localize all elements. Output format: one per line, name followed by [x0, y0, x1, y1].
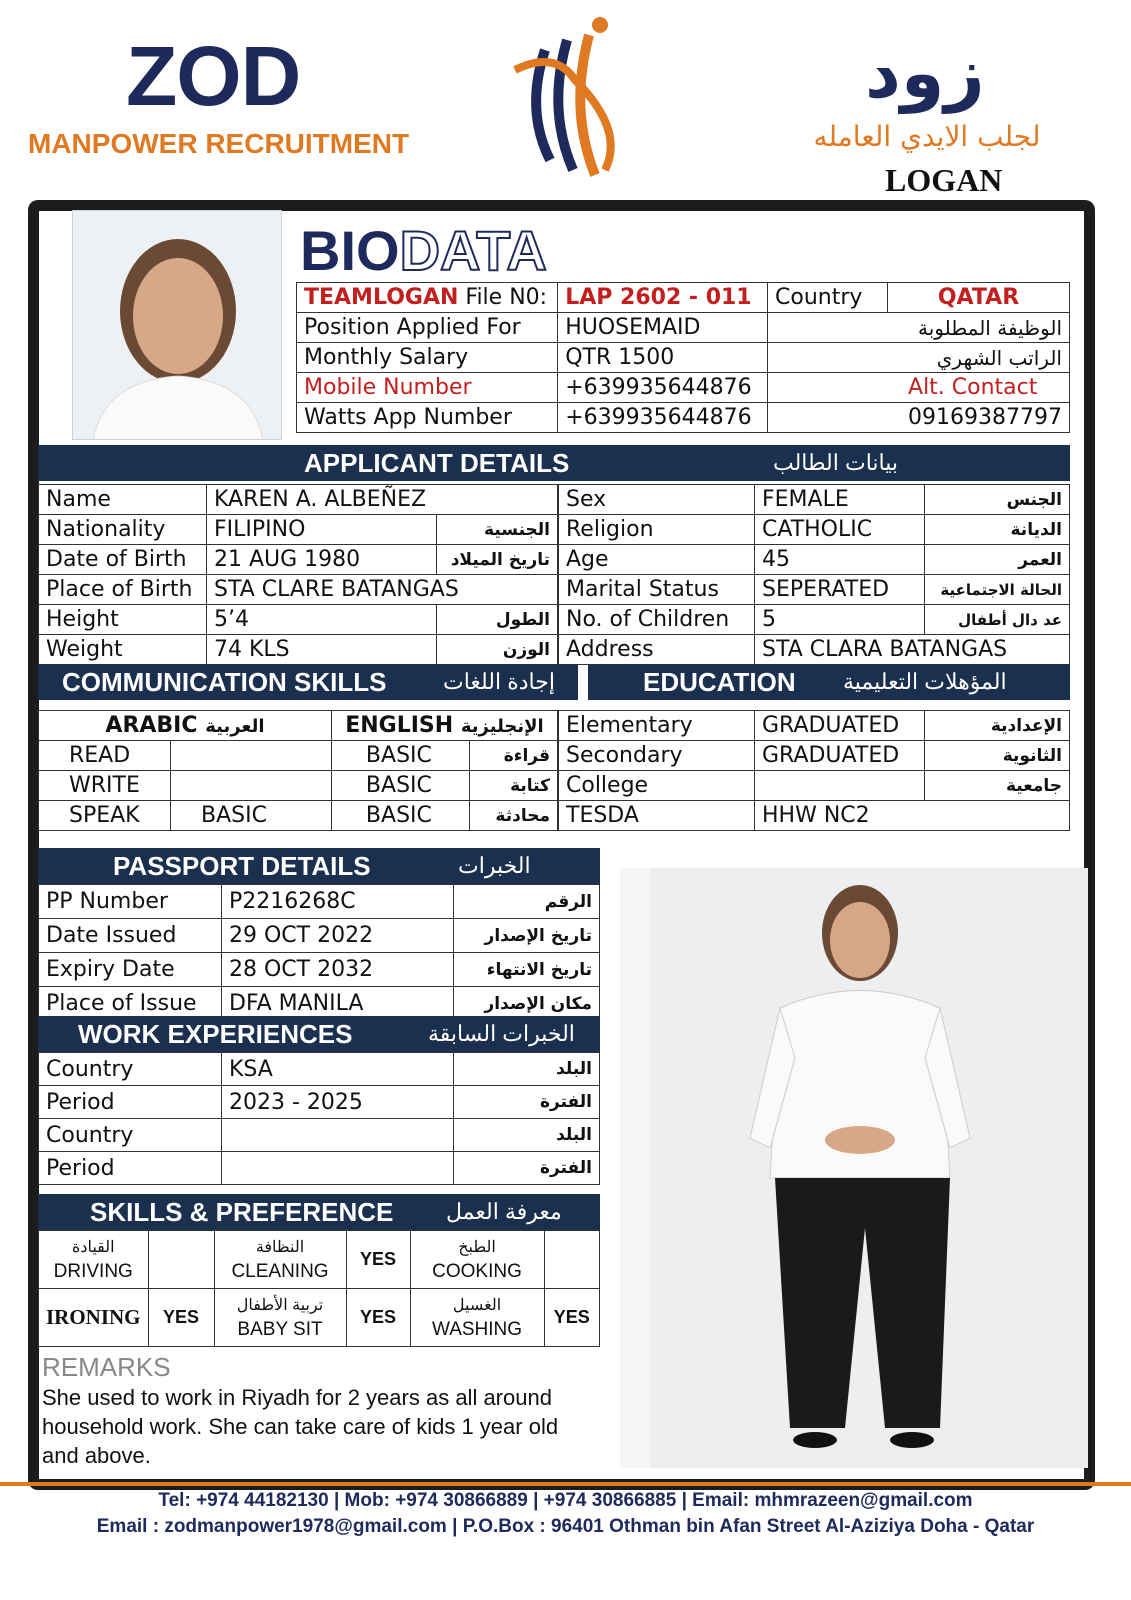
speak-arabic: BASIC	[171, 801, 332, 831]
ironing-label: IRONING	[39, 1289, 149, 1347]
logan-label: LOGAN	[885, 162, 1003, 198]
mobile-value: +639935644876	[558, 373, 768, 403]
read-english: BASIC	[331, 741, 469, 771]
cleaning-label: CLEANING	[231, 1260, 329, 1282]
brand-name: ZOD	[126, 29, 301, 123]
arabic-tagline: لجلب الايدي العامله	[813, 120, 1041, 153]
age-label: Age	[559, 545, 755, 575]
position-ar: الوظيفة المطلوبة	[768, 313, 1070, 343]
country-label: Country	[768, 283, 888, 313]
work-country2-ar: البلد	[454, 1119, 600, 1152]
write-ar: كتابة	[469, 771, 557, 801]
weight-value: 74 KLS	[207, 635, 437, 665]
dob-label: Date of Birth	[39, 545, 207, 575]
sex-label: Sex	[559, 485, 755, 515]
logo-icon	[505, 10, 635, 180]
address-value: STA CLARA BATANGAS	[755, 635, 1070, 665]
comm-title-ar: إجادة اللغات	[443, 669, 555, 694]
nationality-label: Nationality	[39, 515, 207, 545]
driving-label: DRIVING	[53, 1260, 133, 1282]
babysit-value: YES	[346, 1289, 410, 1347]
name-label: Name	[39, 485, 207, 515]
cooking-ar: الطبخ	[458, 1238, 496, 1256]
file-no-label: File N0:	[458, 285, 548, 310]
speak-label: SPEAK	[39, 801, 171, 831]
remarks-section	[42, 1352, 598, 1470]
skills-table	[38, 1230, 600, 1347]
work-title-ar: الخبرات السابقة	[428, 1021, 575, 1046]
applicant-left-table	[38, 484, 558, 665]
washing-label: WASHING	[431, 1318, 523, 1340]
alt-contact-label: Alt. Contact	[768, 373, 1070, 403]
weight-ar: الوزن	[437, 635, 558, 665]
religion-value: CATHOLIC	[755, 515, 925, 545]
position-value: HUOSEMAID	[558, 313, 768, 343]
children-label: No. of Children	[559, 605, 755, 635]
alt-contact-value: 09169387797	[768, 403, 1070, 433]
read-arabic	[171, 741, 332, 771]
full-body-photo	[620, 868, 1088, 1468]
position-label: Position Applied For	[297, 313, 558, 343]
salary-value: QTR 1500	[558, 343, 768, 373]
washing-ar: الغسيل	[452, 1296, 502, 1314]
cleaning-value: YES	[346, 1231, 410, 1289]
age-value: 45	[755, 545, 925, 575]
children-value: 5	[755, 605, 925, 635]
write-arabic	[171, 771, 332, 801]
expiry-ar: تاريخ الانتهاء	[454, 953, 600, 987]
pp-value: P2216268C	[222, 885, 454, 919]
work-period-ar: الفترة	[454, 1086, 600, 1119]
write-label: WRITE	[39, 771, 171, 801]
edu-ar-0: الإعدادية	[925, 711, 1070, 741]
cooking-value	[544, 1231, 599, 1289]
height-value: 5’4	[207, 605, 437, 635]
arabic-header-ar: العربية	[205, 716, 265, 737]
applicant-title-ar: بيانات الطالب	[773, 450, 898, 475]
skills-title: SKILLS & PREFERENCE	[90, 1197, 394, 1227]
work-country2-value	[222, 1119, 454, 1152]
edu-value-2	[755, 771, 925, 801]
washing-value: YES	[544, 1289, 599, 1347]
work-table	[38, 1052, 600, 1185]
applicant-details-bar	[38, 445, 1070, 481]
whatsapp-value: +639935644876	[558, 403, 768, 433]
salary-ar: الراتب الشهري	[768, 343, 1070, 373]
dob-value: 21 AUG 1980	[207, 545, 437, 575]
children-ar: عد دال أطفال	[925, 605, 1070, 635]
applicant-title: APPLICANT DETAILS	[304, 448, 570, 478]
passport-table	[38, 884, 600, 1021]
file-info-table	[296, 282, 1070, 433]
marital-label: Marital Status	[559, 575, 755, 605]
country-value: QATAR	[888, 283, 1070, 313]
work-period-label: Period	[39, 1086, 222, 1119]
issued-label: Date Issued	[39, 919, 222, 953]
edu-ar-2: جامعية	[925, 771, 1070, 801]
issued-value: 29 OCT 2022	[222, 919, 454, 953]
education-bar	[588, 664, 1070, 700]
babysit-ar: تربية الأطفال	[236, 1296, 324, 1314]
poi-label: Place of Issue	[39, 987, 222, 1021]
arabic-brand: زود	[865, 32, 985, 114]
edu-level-2: College	[559, 771, 755, 801]
passport-title-ar: الخبرات السابقة	[458, 853, 531, 914]
sex-ar: الجنس	[925, 485, 1070, 515]
file-no-value: LAP 2602 - 011	[558, 283, 768, 313]
driving-ar: القيادة	[71, 1238, 115, 1256]
marital-ar: الحالة الاجتماعية	[925, 575, 1070, 605]
english-header-ar: الإنجليزية	[460, 716, 544, 737]
religion-label: Religion	[559, 515, 755, 545]
babysit-label: BABY SIT	[237, 1318, 323, 1340]
work-period2-ar: الفترة	[454, 1152, 600, 1185]
language-table	[38, 710, 558, 831]
whatsapp-label: Watts App Number	[297, 403, 558, 433]
pob-label: Place of Birth	[39, 575, 207, 605]
footer-line-2: Email : zodmanpower1978@gmail.com | P.O.Box : 96401 Othman bin Afan Street Al-Aziziya Doha - Qatar	[96, 1516, 1035, 1537]
portrait-photo	[72, 210, 282, 440]
edu-value-3: HHW NC2	[755, 801, 1070, 831]
read-ar: قراءة	[469, 741, 557, 771]
applicant-right-table	[558, 484, 1070, 665]
edu-level-1: Secondary	[559, 741, 755, 771]
cleaning-ar: النظافة	[255, 1238, 305, 1256]
salary-label: Monthly Salary	[297, 343, 558, 373]
driving-value	[148, 1231, 214, 1289]
bio-word: BIO	[300, 219, 400, 282]
arabic-header: ARABIC	[105, 713, 198, 738]
education-table	[558, 710, 1070, 831]
expiry-label: Expiry Date	[39, 953, 222, 987]
nationality-ar: الجنسية	[437, 515, 558, 545]
remarks-text: She used to work in Riyadh for 2 years as all around household work. She can take care of kids 1 year old and above.	[42, 1385, 559, 1468]
work-period-value: 2023 - 2025	[222, 1086, 454, 1119]
edu-title-ar: المؤهلات التعليمية	[843, 669, 1007, 694]
address-label: Address	[559, 635, 755, 665]
work-period2-label: Period	[39, 1152, 222, 1185]
skills-bar	[38, 1194, 600, 1230]
work-title: WORK EXPERIENCES	[78, 1019, 353, 1049]
pp-ar: الرقم	[454, 885, 600, 919]
communication-bar	[38, 664, 578, 700]
skills-title-ar: معرفة العمل	[446, 1199, 562, 1224]
name-value: KAREN A. ALBEÑEZ	[207, 485, 558, 515]
work-period2-value	[222, 1152, 454, 1185]
footer-line-1: Tel: +974 44182130 | Mob: +974 30866889 | +974 30866885 | Email: mhmrazeen@gmail.com	[158, 1490, 973, 1511]
teamlogan-label: TEAMLOGAN	[304, 285, 459, 310]
edu-level-0: Elementary	[559, 711, 755, 741]
comm-title: COMMUNICATION SKILLS	[62, 667, 387, 697]
pob-value: STA CLARE BATANGAS	[207, 575, 558, 605]
cooking-label: COOKING	[432, 1260, 522, 1282]
write-english: BASIC	[331, 771, 469, 801]
work-country-ar: البلد	[454, 1053, 600, 1086]
height-label: Height	[39, 605, 207, 635]
brand-subtitle: MANPOWER RECRUITMENT	[28, 128, 410, 159]
age-ar: العمر	[925, 545, 1070, 575]
edu-title: EDUCATION	[643, 667, 796, 697]
religion-ar: الديانة	[925, 515, 1070, 545]
height-ar: الطول	[437, 605, 558, 635]
read-label: READ	[39, 741, 171, 771]
work-country-value: KSA	[222, 1053, 454, 1086]
footer	[0, 1482, 1131, 1538]
speak-ar: محادثة	[469, 801, 557, 831]
issued-ar: تاريخ الإصدار	[454, 919, 600, 953]
expiry-value: 28 OCT 2032	[222, 953, 454, 987]
data-word: DATA	[399, 219, 547, 282]
english-header: ENGLISH	[345, 713, 454, 738]
work-country-label: Country	[39, 1053, 222, 1086]
remarks-title: REMARKS	[42, 1352, 171, 1382]
poi-ar: مكان الإصدار	[454, 987, 600, 1021]
edu-ar-1: الثانوية	[925, 741, 1070, 771]
biodata-title	[300, 218, 547, 283]
dob-ar: تاريخ الميلاد	[437, 545, 558, 575]
sex-value: FEMALE	[755, 485, 925, 515]
pp-label: PP Number	[39, 885, 222, 919]
ironing-value: YES	[148, 1289, 214, 1347]
work-bar	[38, 1016, 600, 1052]
edu-value-1: GRADUATED	[755, 741, 925, 771]
edu-value-0: GRADUATED	[755, 711, 925, 741]
speak-english: BASIC	[331, 801, 469, 831]
nationality-value: FILIPINO	[207, 515, 437, 545]
mobile-label: Mobile Number	[297, 373, 558, 403]
edu-level-3: TESDA	[559, 801, 755, 831]
poi-value: DFA MANILA	[222, 987, 454, 1021]
weight-label: Weight	[39, 635, 207, 665]
work-country2-label: Country	[39, 1119, 222, 1152]
passport-title: PASSPORT DETAILS	[113, 851, 371, 881]
marital-value: SEPERATED	[755, 575, 925, 605]
